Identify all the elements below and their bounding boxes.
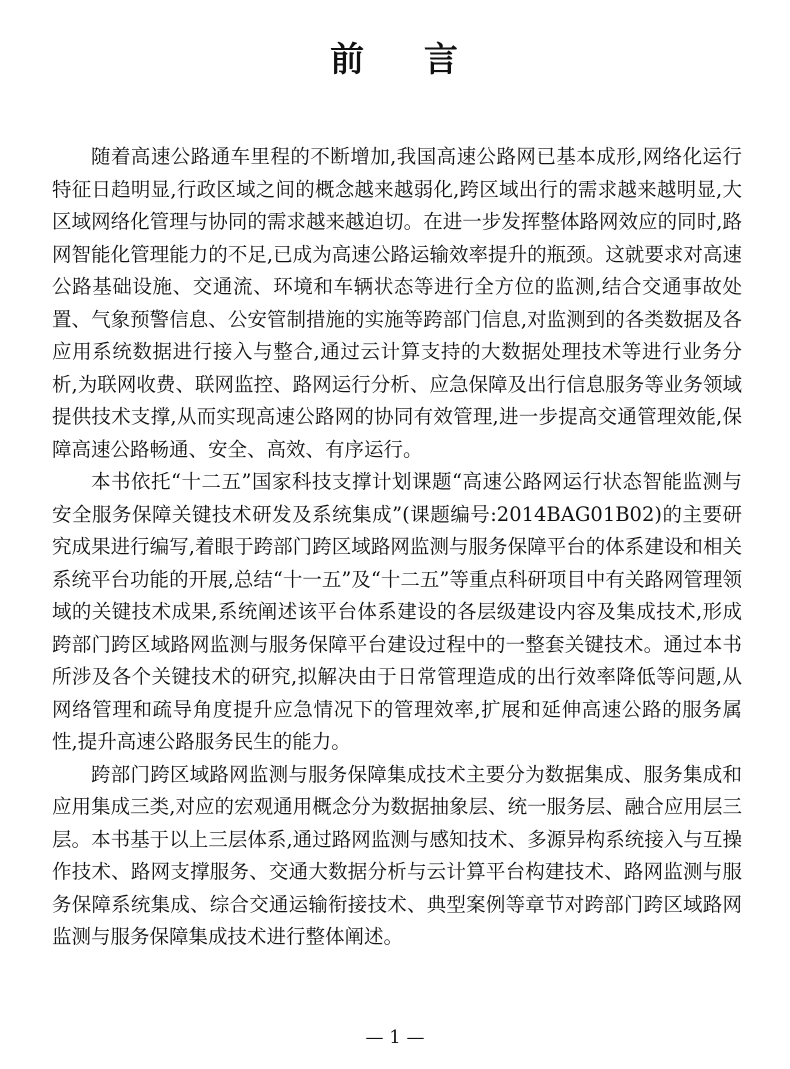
paragraph-3: 跨部门跨区域路网监测与服务保障集成技术主要分为数据集成、服务集成和应用集成三类,对应的宏观通用概念分为数据抽象层、统一服务层、融合应用层三层。本书基于以上三层体系,通过路网监测与感知技术、多源异构系统接入与互操作技术、路网支撑服务、交通大数据分析与云计算平台构建技术、路网监测与服务保障系统集成、综合交通运输衔接技术、典型案例等章节对跨部门跨区域路网监测与服务保障集成技术进行整体阐述。 — [52, 762, 742, 948]
page-title: 前 言 — [330, 40, 460, 80]
paragraph-2: 本书依托“十二五”国家科技支撑计划课题“高速公路网运行状态智能监测与安全服务保障关键技术研发及系统集成”(课题编号:2014BAG01B02)的主要研究成果进行编写,着眼于跨部门跨区域路网监测与服务保障平台的体系建设和相关系统平台功能的开展,总结“十一五”及“十二五”等重点科研项目中有关路网管理领域的关键技术成果,系统阐述该平台体系建设的各层级建设内容及集成技术,形成跨部门跨区域路网监测与服务保障平台建设过程中的一整套关键技术。通过本书所涉及各个关键技术的研究,拟解决由于日常管理造成的出行效率降低等问题,从网络管理和疏导角度提升应急情况下的管理效率,扩展和延伸高速公路的服务属性,提升高速公路服务民生的能力。 — [52, 470, 742, 753]
page-number: — 1 — — [365, 1027, 425, 1048]
preface-body — [52, 141, 742, 954]
paragraph-1: 随着高速公路通车里程的不断增加,我国高速公路网已基本成形,网络化运行特征日趋明显,行政区域之间的概念越来越弱化,跨区域出行的需求越来越明显,大区域网络化管理与协同的需求越来越迫切。在进一步发挥整体路网效应的同时,路网智能化管理能力的不足,已成为高速公路运输效率提升的瓶颈。这就要求对高速公路基础设施、交通流、环境和车辆状态等进行全方位的监测,结合交通事故处置、气象预警信息、公安管制措施的实施等跨部门信息,对监测到的各类数据及各应用系统数据进行接入与整合,通过云计算支持的大数据处理技术等进行业务分析,为联网收费、联网监控、路网运行分析、应急保障及出行信息服务等业务领域提供技术支撑,从而实现高速公路网的协同有效管理,进一步提高交通管理效能,保障高速公路畅通、安全、高效、有序运行。 — [52, 145, 742, 461]
